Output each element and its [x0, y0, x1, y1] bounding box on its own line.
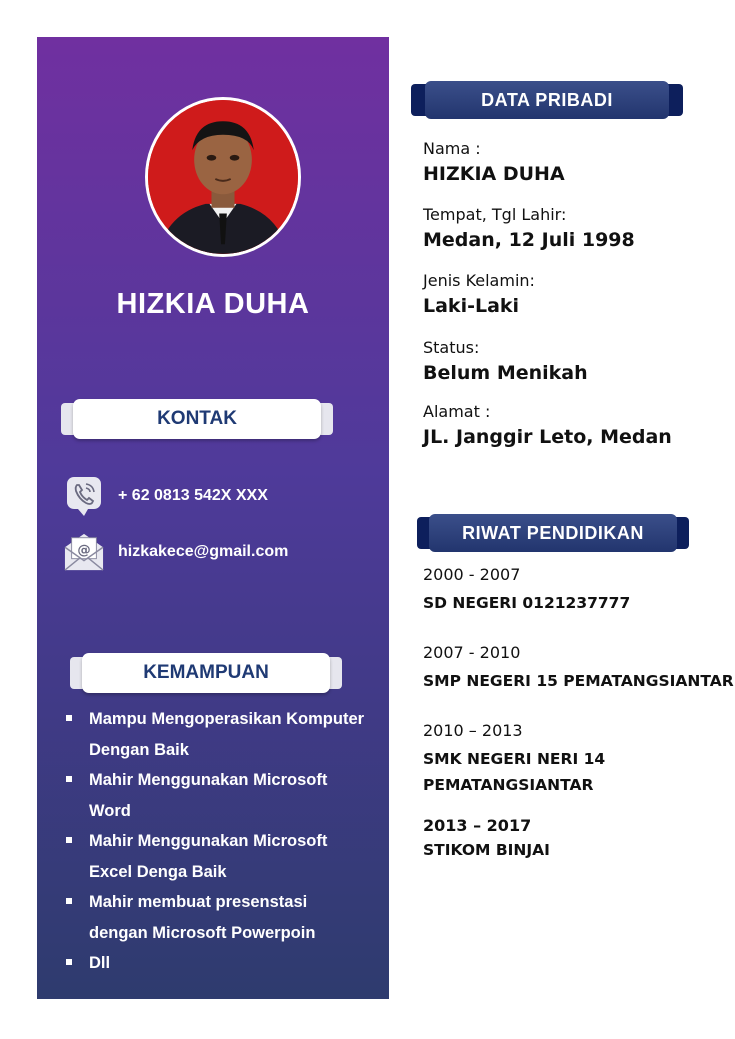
- education-school-line: SMK NEGERI NERI 14: [423, 750, 606, 768]
- personal-gender: [423, 271, 535, 317]
- contact-email-text: hizkakece@gmail.com: [118, 543, 289, 560]
- education-item: [423, 721, 605, 798]
- education-item: [423, 565, 630, 616]
- education-years: 2010 – 2013: [423, 721, 523, 740]
- education-years: 2013 – 2017: [423, 816, 532, 835]
- field-value: Laki-Laki: [423, 295, 520, 317]
- list-item: [66, 765, 386, 826]
- profile-photo-image: [148, 100, 298, 254]
- field-value: Belum Menikah: [423, 362, 588, 384]
- list-item: [66, 887, 386, 948]
- education-heading: [417, 514, 689, 552]
- bullet-icon: [66, 898, 72, 904]
- field-label: Status:: [423, 338, 480, 357]
- education-school: SD NEGERI 0121237777: [423, 594, 631, 612]
- skill-line: Mahir membuat presenstasi: [89, 893, 308, 911]
- skill-line: dengan Microsoft Powerpoin: [89, 923, 316, 942]
- education-years: 2007 - 2010: [423, 643, 521, 662]
- education-school: STIKOM BINJAI: [423, 841, 550, 859]
- skill-line: Mahir Menggunakan Microsoft: [89, 771, 328, 789]
- field-value: JL. Janggir Leto, Medan: [423, 426, 672, 448]
- personal-status: [423, 338, 588, 384]
- list-item: [66, 826, 386, 887]
- list-item: [66, 948, 386, 979]
- skills-heading: [70, 653, 342, 693]
- skill-line: Dll: [89, 954, 111, 972]
- skill-line: Dengan Baik: [89, 740, 189, 759]
- bullet-icon: [66, 959, 72, 965]
- personal-heading: [411, 81, 683, 119]
- education-item: [423, 816, 550, 863]
- personal-name: [423, 139, 565, 185]
- field-label: Alamat :: [423, 402, 491, 421]
- contact-phone: [64, 476, 268, 516]
- education-heading-label: RIWAT PENDIDIKAN: [429, 514, 677, 552]
- skill-line: Excel Denga Baik: [89, 862, 227, 881]
- phone-icon: [64, 476, 104, 516]
- field-value: Medan, 12 Juli 1998: [423, 229, 635, 251]
- bullet-icon: [66, 776, 72, 782]
- skill-line: Mampu Mengoperasikan Komputer: [89, 710, 365, 728]
- skills-heading-label: KEMAMPUAN: [82, 653, 330, 693]
- personal-address: [423, 402, 672, 448]
- contact-email: [64, 532, 288, 572]
- education-school-line: PEMATANGSIANTAR: [423, 776, 594, 794]
- contact-phone-text: + 62 0813 542X XXX: [118, 487, 268, 504]
- contact-heading-label: KONTAK: [73, 399, 321, 439]
- bullet-icon: [66, 715, 72, 721]
- education-school: [423, 746, 605, 798]
- profile-name: HIZKIA DUHA: [116, 288, 310, 320]
- email-icon: [64, 532, 104, 572]
- field-label: Jenis Kelamin:: [423, 271, 535, 290]
- skills-list: [66, 704, 386, 979]
- education-school: SMP NEGERI 15 PEMATANGSIANTAR: [423, 672, 734, 690]
- field-value: HIZKIA DUHA: [423, 163, 565, 185]
- skill-line: Word: [89, 801, 131, 820]
- personal-heading-label: DATA PRIBADI: [425, 81, 669, 119]
- skill-line: Mahir Menggunakan Microsoft: [89, 832, 328, 850]
- field-label: Nama :: [423, 139, 481, 158]
- list-item: [66, 704, 386, 765]
- svg-text:@: @: [77, 542, 91, 558]
- profile-photo: [145, 97, 301, 257]
- field-label: Tempat, Tgl Lahir:: [423, 205, 567, 224]
- contact-heading: [61, 399, 333, 439]
- personal-birth: [423, 205, 635, 251]
- bullet-icon: [66, 837, 72, 843]
- education-item: [423, 643, 734, 694]
- education-years: 2000 - 2007: [423, 565, 521, 584]
